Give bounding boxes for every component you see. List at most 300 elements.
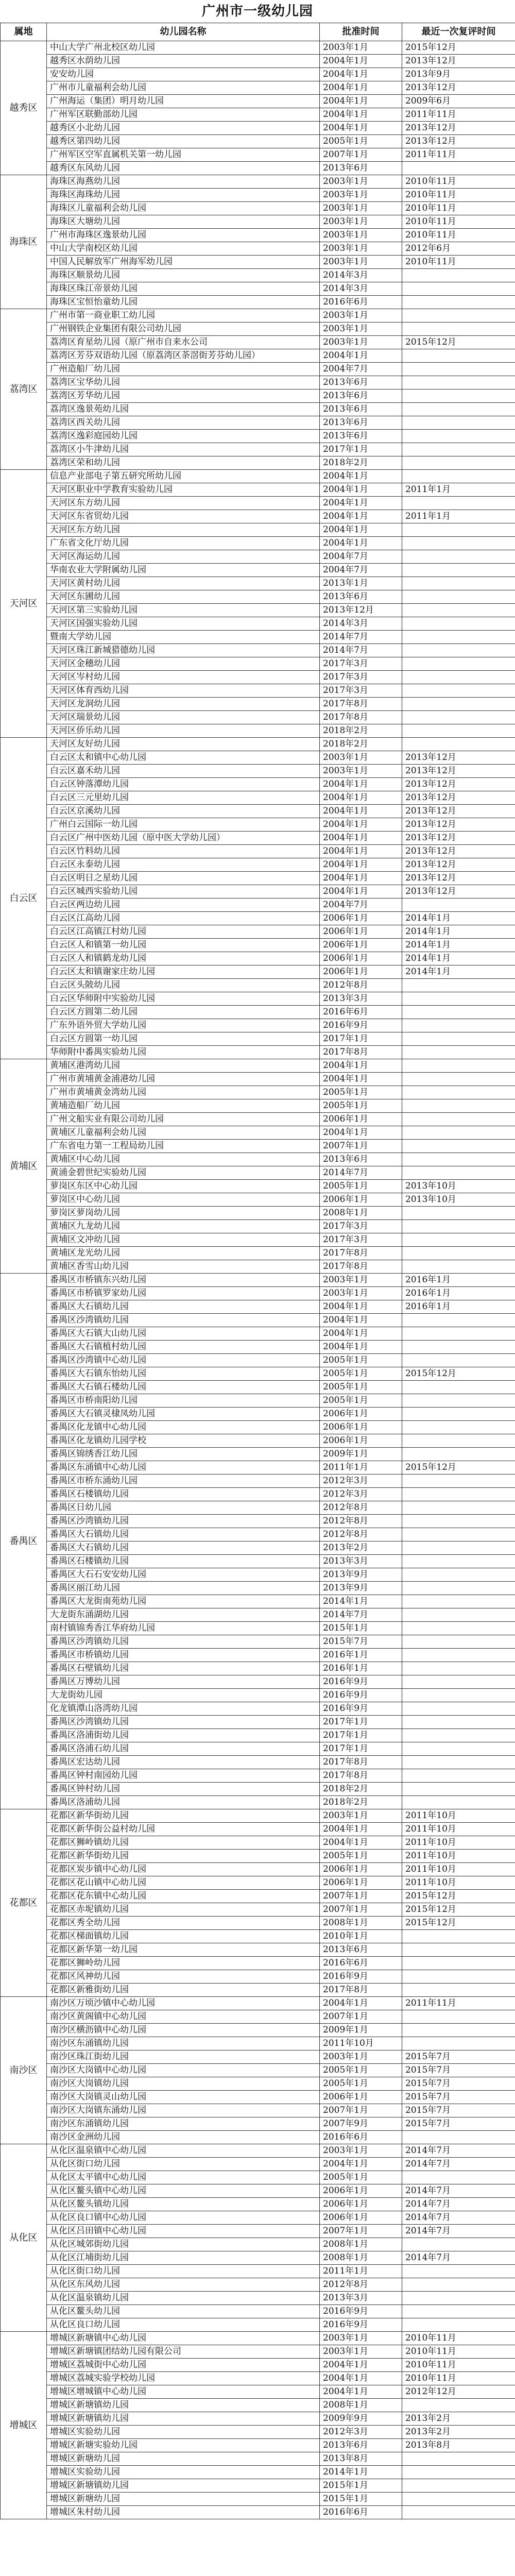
approval-date-cell: 2018年2月 bbox=[320, 456, 402, 470]
kindergarten-name-cell: 大龙街幼儿园 bbox=[47, 1689, 320, 1702]
kindergarten-name-cell: 天河区东方幼儿园 bbox=[47, 497, 320, 510]
table-row bbox=[1, 2506, 515, 2519]
table-row bbox=[1, 41, 515, 55]
approval-date-cell: 2003年1月 bbox=[320, 202, 402, 215]
table-row bbox=[1, 1354, 515, 1367]
approval-date-cell: 2003年1月 bbox=[320, 765, 402, 778]
approval-date-cell: 2017年1月 bbox=[320, 1716, 402, 1729]
table-row bbox=[1, 1769, 515, 1783]
kindergarten-name-cell: 番禺区沙湾镇中心幼儿园 bbox=[47, 1354, 320, 1367]
approval-date-cell: 2006年1月 bbox=[320, 1193, 402, 1207]
approval-date-cell: 2017年1月 bbox=[320, 443, 402, 456]
kindergarten-name-cell: 白云区人和镇第一幼儿园 bbox=[47, 939, 320, 952]
approval-date-cell: 2017年1月 bbox=[320, 1742, 402, 1756]
kindergarten-name-cell: 越秀区第四幼儿园 bbox=[47, 135, 320, 148]
review-date-cell: 2013年12月 bbox=[402, 845, 515, 858]
kindergarten-name-cell: 白云区嘉禾幼儿园 bbox=[47, 765, 320, 778]
table-row bbox=[1, 1742, 515, 1756]
kindergarten-name-cell: 南沙区大岗镇东涌幼儿园 bbox=[47, 2104, 320, 2117]
table-row bbox=[1, 858, 515, 872]
review-date-cell bbox=[402, 1113, 515, 1126]
table-row bbox=[1, 2479, 515, 2493]
approval-date-cell: 2003年1月 bbox=[320, 336, 402, 349]
review-date-cell: 2014年7月 bbox=[402, 2198, 515, 2211]
review-date-cell bbox=[402, 657, 515, 671]
approval-date-cell: 2007年9月 bbox=[320, 2117, 402, 2131]
approval-date-cell: 2007年1月 bbox=[320, 1890, 402, 1903]
review-date-cell: 2015年7月 bbox=[402, 2050, 515, 2064]
kindergarten-name-cell: 从化区温泉镇幼儿园 bbox=[47, 2292, 320, 2305]
table-row bbox=[1, 550, 515, 564]
kindergarten-name-cell: 萝岗区东区中心幼儿园 bbox=[47, 1180, 320, 1193]
table-row bbox=[1, 1247, 515, 1260]
review-date-cell: 2013年12月 bbox=[402, 791, 515, 805]
approval-date-cell: 2004年1月 bbox=[320, 470, 402, 483]
kindergarten-name-cell: 花都区新华街公益村幼儿园 bbox=[47, 1823, 320, 1836]
review-date-cell bbox=[402, 1059, 515, 1073]
table-row bbox=[1, 1890, 515, 1903]
table-row bbox=[1, 644, 515, 657]
table-row bbox=[1, 2238, 515, 2251]
kindergarten-name-cell: 黄埔区文冲幼儿园 bbox=[47, 1233, 320, 1247]
approval-date-cell: 2013年6月 bbox=[320, 1153, 402, 1166]
table-row bbox=[1, 1729, 515, 1742]
table-row bbox=[1, 2131, 515, 2144]
table-row bbox=[1, 2158, 515, 2171]
table-row bbox=[1, 778, 515, 791]
kindergarten-name-cell: 从化区鳌头幼儿园 bbox=[47, 2305, 320, 2318]
approval-date-cell: 2015年1月 bbox=[320, 1622, 402, 1635]
kindergarten-name-cell: 天河区岑村幼儿园 bbox=[47, 671, 320, 684]
review-date-cell: 2015年12月 bbox=[402, 41, 515, 55]
approval-date-cell: 2013年12月 bbox=[320, 604, 402, 617]
approval-date-cell: 2004年1月 bbox=[320, 1327, 402, 1341]
approval-date-cell: 2016年6月 bbox=[320, 296, 402, 309]
table-row bbox=[1, 805, 515, 818]
approval-date-cell: 2016年9月 bbox=[320, 2318, 402, 2332]
approval-date-cell: 2004年1月 bbox=[320, 872, 402, 885]
review-date-cell bbox=[402, 1207, 515, 1220]
kindergarten-name-cell: 从化区太平镇中心幼儿园 bbox=[47, 2171, 320, 2184]
review-date-cell: 2013年12月 bbox=[402, 751, 515, 765]
kindergarten-name-cell: 南沙区大岗镇幼儿园 bbox=[47, 2077, 320, 2091]
review-date-cell bbox=[402, 389, 515, 403]
kindergarten-name-cell: 暨南大学幼儿园 bbox=[47, 631, 320, 644]
kindergarten-name-cell: 花都区新华街幼儿园 bbox=[47, 1809, 320, 1823]
table-row bbox=[1, 1153, 515, 1166]
review-date-cell: 2015年12月 bbox=[402, 1903, 515, 1917]
approval-date-cell: 2004年1月 bbox=[320, 2385, 402, 2399]
review-date-cell bbox=[402, 537, 515, 550]
review-date-cell bbox=[402, 416, 515, 430]
approval-date-cell: 2003年1月 bbox=[320, 189, 402, 202]
review-date-cell bbox=[402, 2493, 515, 2506]
kindergarten-name-cell: 黄埔造船厂幼儿园 bbox=[47, 1099, 320, 1113]
table-row bbox=[1, 309, 515, 323]
review-date-cell bbox=[402, 1769, 515, 1783]
approval-date-cell: 2007年1月 bbox=[320, 2104, 402, 2117]
review-date-cell bbox=[402, 1582, 515, 1595]
kindergarten-name-cell: 黄埔区龙光幼儿园 bbox=[47, 1247, 320, 1260]
review-date-cell bbox=[402, 1032, 515, 1046]
review-date-cell bbox=[402, 456, 515, 470]
table-row bbox=[1, 242, 515, 256]
approval-date-cell: 2006年1月 bbox=[320, 1408, 402, 1421]
review-date-cell: 2011年1月 bbox=[402, 483, 515, 497]
approval-date-cell: 2003年1月 bbox=[320, 175, 402, 189]
table-row bbox=[1, 2265, 515, 2278]
approval-date-cell: 2013年6月 bbox=[320, 1943, 402, 1957]
table-row bbox=[1, 1796, 515, 1809]
review-date-cell: 2013年12月 bbox=[402, 778, 515, 791]
table-row bbox=[1, 1220, 515, 1233]
table-row bbox=[1, 1193, 515, 1207]
review-date-cell bbox=[402, 2131, 515, 2144]
table-row bbox=[1, 711, 515, 724]
review-date-cell: 2015年7月 bbox=[402, 2064, 515, 2077]
table-row bbox=[1, 1702, 515, 1716]
kindergarten-name-cell: 天河区国强实验幼儿园 bbox=[47, 617, 320, 631]
review-date-cell: 2016年1月 bbox=[402, 1274, 515, 1287]
approval-date-cell: 2004年1月 bbox=[320, 1314, 402, 1327]
kindergarten-name-cell: 番禺区市桥东涌幼儿园 bbox=[47, 1475, 320, 1488]
review-date-cell bbox=[402, 711, 515, 724]
review-date-cell bbox=[402, 323, 515, 336]
review-date-cell bbox=[402, 1408, 515, 1421]
review-date-cell bbox=[402, 1675, 515, 1689]
review-date-cell bbox=[402, 1434, 515, 1448]
approval-date-cell: 2008年1月 bbox=[320, 1917, 402, 1930]
approval-date-cell: 2004年1月 bbox=[320, 778, 402, 791]
kindergarten-name-cell: 番禺区大石镇东怡幼儿园 bbox=[47, 1367, 320, 1381]
kindergarten-name-cell: 海珠区珠江帝景幼儿园 bbox=[47, 282, 320, 296]
review-date-cell: 2013年12月 bbox=[402, 858, 515, 872]
kindergarten-name-cell: 白云区太和镇谢家庄幼儿园 bbox=[47, 965, 320, 979]
kindergarten-name-cell: 南村镇锦秀香江华府幼儿园 bbox=[47, 1622, 320, 1635]
table-row bbox=[1, 2171, 515, 2184]
header-row bbox=[1, 23, 515, 41]
approval-date-cell: 2012年8月 bbox=[320, 1515, 402, 1528]
table-row bbox=[1, 189, 515, 202]
table-row bbox=[1, 1903, 515, 1917]
approval-date-cell: 2013年6月 bbox=[320, 162, 402, 175]
review-date-cell bbox=[402, 590, 515, 604]
review-date-cell bbox=[402, 1970, 515, 1984]
review-date-cell: 2014年7月 bbox=[402, 2211, 515, 2225]
kindergarten-name-cell: 中山大学广州北校区幼儿园 bbox=[47, 41, 320, 55]
table-row bbox=[1, 1917, 515, 1930]
kindergarten-name-cell: 番禺区沙湾镇幼儿园 bbox=[47, 1716, 320, 1729]
table-row bbox=[1, 1863, 515, 1876]
review-date-cell bbox=[402, 1635, 515, 1649]
kindergarten-name-cell: 花都区梯面镇幼儿园 bbox=[47, 1930, 320, 1943]
table-row bbox=[1, 55, 515, 68]
kindergarten-name-cell: 广州市黄埔黄金浦港幼儿园 bbox=[47, 1073, 320, 1086]
kindergarten-name-cell: 荔湾区荣和幼儿园 bbox=[47, 456, 320, 470]
review-date-cell bbox=[402, 2318, 515, 2332]
review-date-cell bbox=[402, 1247, 515, 1260]
review-date-cell bbox=[402, 1260, 515, 1274]
approval-date-cell: 2007年1月 bbox=[320, 148, 402, 162]
kindergarten-name-cell: 番禺区宏达幼儿园 bbox=[47, 1756, 320, 1769]
approval-date-cell: 2008年1月 bbox=[320, 2399, 402, 2412]
approval-date-cell: 2017年8月 bbox=[320, 698, 402, 711]
approval-date-cell: 2004年7月 bbox=[320, 550, 402, 564]
review-date-cell bbox=[402, 1702, 515, 1716]
approval-date-cell: 2004年1月 bbox=[320, 1997, 402, 2010]
kindergarten-name-cell: 番禺区钟村幼儿园 bbox=[47, 1783, 320, 1796]
table-row bbox=[1, 162, 515, 175]
review-date-cell bbox=[402, 550, 515, 564]
review-date-cell bbox=[402, 1314, 515, 1327]
table-row bbox=[1, 135, 515, 148]
table-row bbox=[1, 2251, 515, 2265]
review-date-cell: 2011年10月 bbox=[402, 1876, 515, 1890]
kindergarten-name-cell: 白云区明日之星幼儿园 bbox=[47, 872, 320, 885]
review-date-cell bbox=[402, 1957, 515, 1970]
table-row bbox=[1, 1448, 515, 1461]
table-row bbox=[1, 148, 515, 162]
review-date-cell: 2012年6月 bbox=[402, 242, 515, 256]
kindergarten-name-cell: 广州造船厂幼儿园 bbox=[47, 363, 320, 376]
review-date-cell bbox=[402, 2278, 515, 2292]
review-date-cell: 2010年11月 bbox=[402, 202, 515, 215]
kindergarten-name-cell: 白云区钟落潭幼儿园 bbox=[47, 778, 320, 791]
approval-date-cell: 2005年1月 bbox=[320, 1394, 402, 1408]
kindergarten-name-cell: 海珠区顺景幼儿园 bbox=[47, 269, 320, 282]
table-row bbox=[1, 443, 515, 456]
review-date-cell bbox=[402, 2479, 515, 2493]
review-date-cell: 2014年1月 bbox=[402, 912, 515, 925]
review-date-cell: 2013年12月 bbox=[402, 55, 515, 68]
kindergarten-name-cell: 增城区实验幼儿园 bbox=[47, 2466, 320, 2479]
kindergarten-name-cell: 番禺区大石镇石楼幼儿园 bbox=[47, 1381, 320, 1394]
kindergarten-name-cell: 天河区珠江新城猎德幼儿园 bbox=[47, 644, 320, 657]
table-row bbox=[1, 2359, 515, 2372]
review-date-cell: 2011年11月 bbox=[402, 1997, 515, 2010]
approval-date-cell: 2013年3月 bbox=[320, 1555, 402, 1568]
kindergarten-name-cell: 信息产业部电子第五研究所幼儿园 bbox=[47, 470, 320, 483]
table-row bbox=[1, 2345, 515, 2359]
review-date-cell: 2013年10月 bbox=[402, 1180, 515, 1193]
approval-date-cell: 2013年2月 bbox=[320, 1541, 402, 1555]
kindergarten-name-cell: 从化区温泉镇中心幼儿园 bbox=[47, 2144, 320, 2158]
kindergarten-name-cell: 广州市儿童福利会幼儿园 bbox=[47, 81, 320, 95]
kindergarten-name-cell: 番禺区钟村南园幼儿园 bbox=[47, 1769, 320, 1783]
kindergarten-name-cell: 荔湾区育星幼儿园（原广州市自来水公司 bbox=[47, 336, 320, 349]
approval-date-cell: 2003年1月 bbox=[320, 256, 402, 269]
approval-date-cell: 2009年1月 bbox=[320, 1448, 402, 1461]
table-row bbox=[1, 1059, 515, 1073]
approval-date-cell: 2003年1月 bbox=[320, 2050, 402, 2064]
approval-date-cell: 2004年1月 bbox=[320, 2359, 402, 2372]
review-date-cell: 2013年10月 bbox=[402, 1193, 515, 1207]
kindergarten-name-cell: 番禺区市桥南阳幼儿园 bbox=[47, 1394, 320, 1408]
approval-date-cell: 2014年7月 bbox=[320, 1608, 402, 1622]
table-row bbox=[1, 1662, 515, 1675]
table-row bbox=[1, 657, 515, 671]
kindergarten-name-cell: 广东外语外贸大学幼儿园 bbox=[47, 1019, 320, 1032]
table-row bbox=[1, 952, 515, 965]
table-row bbox=[1, 2050, 515, 2064]
kindergarten-name-cell: 广东省电力第一工程局幼儿园 bbox=[47, 1140, 320, 1153]
table-row bbox=[1, 175, 515, 189]
approval-date-cell: 2005年1月 bbox=[320, 2077, 402, 2091]
approval-date-cell: 2014年1月 bbox=[320, 2466, 402, 2479]
approval-date-cell: 2005年1月 bbox=[320, 2064, 402, 2077]
kindergarten-name-cell: 南沙区黄阁镇中心幼儿园 bbox=[47, 2010, 320, 2024]
table-row bbox=[1, 872, 515, 885]
review-date-cell bbox=[402, 577, 515, 590]
approval-date-cell: 2018年2月 bbox=[320, 738, 402, 751]
kindergarten-name-cell: 萝岗区萝岗幼儿园 bbox=[47, 1207, 320, 1220]
kindergarten-name-cell: 广州市海珠区逸景幼儿园 bbox=[47, 229, 320, 242]
review-date-cell bbox=[402, 162, 515, 175]
table-row bbox=[1, 510, 515, 523]
kindergarten-name-cell: 越秀区东风幼儿园 bbox=[47, 162, 320, 175]
kindergarten-name-cell: 荔湾区西关幼儿园 bbox=[47, 416, 320, 430]
review-date-cell bbox=[402, 2452, 515, 2466]
table-row bbox=[1, 1622, 515, 1635]
approval-date-cell: 2006年1月 bbox=[320, 1421, 402, 1434]
kindergarten-name-cell: 增城区新塘镇幼儿园 bbox=[47, 2399, 320, 2412]
table-row bbox=[1, 1381, 515, 1394]
review-date-cell bbox=[402, 1568, 515, 1582]
kindergarten-name-cell: 南沙区大岗镇中心幼儿园 bbox=[47, 2064, 320, 2077]
area-cell: 白云区 bbox=[1, 738, 47, 1059]
approval-date-cell: 2003年1月 bbox=[320, 2345, 402, 2359]
kindergarten-name-cell: 荔湾区逸彩庭园幼儿园 bbox=[47, 430, 320, 443]
review-date-cell bbox=[402, 1153, 515, 1166]
review-date-cell bbox=[402, 1783, 515, 1796]
approval-date-cell: 2013年6月 bbox=[320, 416, 402, 430]
kindergarten-name-cell: 增城区荔城街中心幼儿园 bbox=[47, 2359, 320, 2372]
approval-date-cell: 2015年1月 bbox=[320, 2493, 402, 2506]
table-row bbox=[1, 483, 515, 497]
approval-date-cell: 2004年1月 bbox=[320, 2158, 402, 2171]
kindergarten-name-cell: 从化区良口幼儿园 bbox=[47, 2318, 320, 2332]
review-date-cell bbox=[402, 1073, 515, 1086]
table-row bbox=[1, 1809, 515, 1823]
kindergarten-name-cell: 番禺区大石镇幼儿园 bbox=[47, 1541, 320, 1555]
approval-date-cell: 2009年9月 bbox=[320, 2412, 402, 2426]
review-date-cell bbox=[402, 1086, 515, 1099]
table-row bbox=[1, 1287, 515, 1300]
kindergarten-name-cell: 白云区广州中医幼儿园（原中医大学幼儿园） bbox=[47, 832, 320, 845]
table-row bbox=[1, 1635, 515, 1649]
table-row bbox=[1, 2091, 515, 2104]
kindergarten-name-cell: 大龙街东涌湖幼儿园 bbox=[47, 1608, 320, 1622]
table-row bbox=[1, 282, 515, 296]
kindergarten-name-cell: 越秀区水荫幼儿园 bbox=[47, 55, 320, 68]
review-date-cell: 2016年1月 bbox=[402, 1300, 515, 1314]
table-body bbox=[1, 41, 515, 2519]
kindergarten-name-cell: 白云区城西实验幼儿园 bbox=[47, 885, 320, 899]
approval-date-cell: 2004年1月 bbox=[320, 2372, 402, 2385]
kindergarten-name-cell: 广州军区联勤部幼儿园 bbox=[47, 108, 320, 122]
header-approval-date: 批准时间 bbox=[320, 23, 402, 41]
table-row bbox=[1, 590, 515, 604]
table-row bbox=[1, 698, 515, 711]
approval-date-cell: 2004年1月 bbox=[320, 523, 402, 537]
review-date-cell: 2013年9月 bbox=[402, 68, 515, 81]
table-row bbox=[1, 1756, 515, 1769]
kindergarten-name-cell: 番禺区锦绣香江幼儿园 bbox=[47, 1448, 320, 1461]
approval-date-cell: 2008年1月 bbox=[320, 1207, 402, 1220]
review-date-cell bbox=[402, 1327, 515, 1341]
review-date-cell: 2010年11月 bbox=[402, 2345, 515, 2359]
kindergarten-name-cell: 从化区东风幼儿园 bbox=[47, 2278, 320, 2292]
review-date-cell bbox=[402, 1140, 515, 1153]
table-row bbox=[1, 416, 515, 430]
approval-date-cell: 2004年1月 bbox=[320, 55, 402, 68]
table-row bbox=[1, 724, 515, 738]
approval-date-cell: 2003年1月 bbox=[320, 242, 402, 256]
approval-date-cell: 2013年6月 bbox=[320, 430, 402, 443]
approval-date-cell: 2016年9月 bbox=[320, 1689, 402, 1702]
kindergarten-name-cell: 花都区新华街幼儿园 bbox=[47, 1850, 320, 1863]
review-date-cell bbox=[402, 684, 515, 698]
review-date-cell bbox=[402, 1126, 515, 1140]
approval-date-cell: 2006年1月 bbox=[320, 1863, 402, 1876]
review-date-cell bbox=[402, 899, 515, 912]
kindergarten-name-cell: 黄埔区港湾幼儿园 bbox=[47, 1059, 320, 1073]
table-row bbox=[1, 1032, 515, 1046]
approval-date-cell: 2017年3月 bbox=[320, 1220, 402, 1233]
approval-date-cell: 2014年1月 bbox=[320, 1595, 402, 1608]
kindergarten-name-cell: 番禺区丽江幼儿园 bbox=[47, 1582, 320, 1595]
kindergarten-name-cell: 增城区新塘镇中心幼儿园 bbox=[47, 2332, 320, 2345]
kindergarten-name-cell: 荔湾区小牛津幼儿园 bbox=[47, 443, 320, 456]
table-row bbox=[1, 1274, 515, 1287]
table-row bbox=[1, 979, 515, 992]
table-row bbox=[1, 1501, 515, 1515]
kindergarten-name-cell: 白云区方圆第二幼儿园 bbox=[47, 1006, 320, 1019]
table-row bbox=[1, 1984, 515, 1997]
table-row bbox=[1, 1300, 515, 1314]
table-header bbox=[1, 23, 515, 41]
kindergarten-name-cell: 增城区新塘镇团结幼儿园有限公司 bbox=[47, 2345, 320, 2359]
table-row bbox=[1, 832, 515, 845]
review-date-cell bbox=[402, 376, 515, 389]
area-cell: 越秀区 bbox=[1, 41, 47, 175]
table-row bbox=[1, 1716, 515, 1729]
review-date-cell bbox=[402, 1742, 515, 1756]
kindergarten-name-cell: 从化区良口镇中心幼儿园 bbox=[47, 2211, 320, 2225]
table-row bbox=[1, 1997, 515, 2010]
table-row bbox=[1, 376, 515, 389]
approval-date-cell: 2006年1月 bbox=[320, 1113, 402, 1126]
review-date-cell bbox=[402, 2466, 515, 2479]
kindergarten-name-cell: 海珠区海珠幼儿园 bbox=[47, 189, 320, 202]
review-date-cell bbox=[402, 296, 515, 309]
table-row bbox=[1, 1046, 515, 1059]
approval-date-cell: 2005年1月 bbox=[320, 1086, 402, 1099]
table-row bbox=[1, 537, 515, 550]
review-date-cell bbox=[402, 2292, 515, 2305]
table-row bbox=[1, 1113, 515, 1126]
table-row bbox=[1, 2493, 515, 2506]
table-row bbox=[1, 791, 515, 805]
kindergarten-name-cell: 白云区竹料幼儿园 bbox=[47, 845, 320, 858]
kindergarten-name-cell: 花都区赤坭镇幼儿园 bbox=[47, 1903, 320, 1917]
approval-date-cell: 2013年6月 bbox=[320, 403, 402, 416]
approval-date-cell: 2018年2月 bbox=[320, 724, 402, 738]
review-date-cell bbox=[402, 671, 515, 684]
kindergarten-name-cell: 南沙区万顷沙镇中心幼儿园 bbox=[47, 1997, 320, 2010]
approval-date-cell: 2004年1月 bbox=[320, 349, 402, 363]
approval-date-cell: 2012年3月 bbox=[320, 1475, 402, 1488]
